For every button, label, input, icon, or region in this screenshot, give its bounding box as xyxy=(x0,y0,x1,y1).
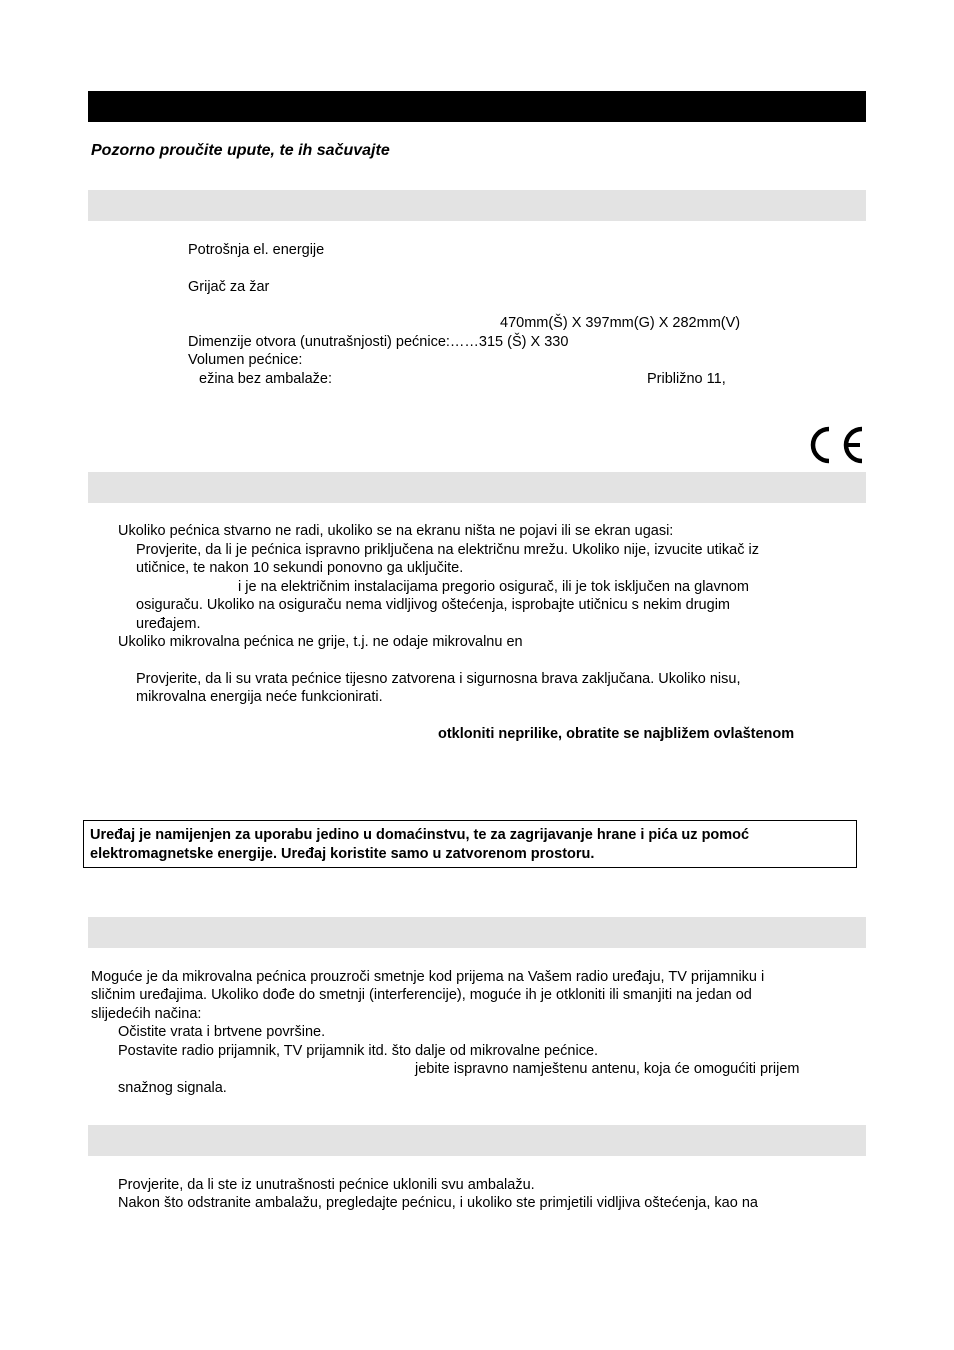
title-bar xyxy=(88,91,866,122)
page-subtitle: Pozorno proučite upute, te ih sačuvajte xyxy=(91,142,390,159)
troubleshoot-line: mikrovalna energija neće funkcionirati. xyxy=(136,689,383,705)
unpacking-line: Provjerite, da li ste iz unutrašnosti pećnice uklonili svu ambalažu. xyxy=(118,1177,535,1193)
section-header-specs xyxy=(88,190,866,221)
ce-mark-icon xyxy=(804,424,866,466)
spec-weight-label: ežina bez ambalaže: xyxy=(199,371,332,387)
interference-line: Očistite vrata i brtvene površine. xyxy=(118,1024,326,1040)
spec-oven-volume: Volumen pećnice: xyxy=(188,352,303,368)
usage-notice-line: Uređaj je namijenjen za uporabu jedino u domaćinstvu, te za zagrijavanje hrane i pića uz pomoć xyxy=(90,827,750,843)
section-header-unpacking xyxy=(88,1125,866,1156)
troubleshoot-line: Ukoliko pećnica stvarno ne radi, ukoliko se na ekranu ništa ne pojavi ili se ekran ugasi: xyxy=(118,523,674,539)
interference-line: slijedećih načina: xyxy=(91,1006,202,1022)
troubleshoot-line: Ukoliko mikrovalna pećnica ne grije, t.j. ne odaje mikrovalnu en xyxy=(118,634,523,650)
interference-line: jebite ispravno namještenu antenu, koja će omogućiti prijem xyxy=(415,1061,800,1077)
usage-notice-line: elektromagnetske energije. Uređaj koristite samo u zatvorenom prostoru. xyxy=(90,846,595,862)
troubleshoot-line: osiguraču. Ukoliko na osiguraču nema vidljivog oštećenja, isprobajte utičnicu s nekim drugim xyxy=(136,597,730,613)
troubleshoot-service-note: otkloniti neprilike, obratite se najbližem ovlaštenom xyxy=(438,726,795,742)
spec-power-consumption: Potrošnja el. energije xyxy=(188,242,325,258)
spec-weight-value: Približno 11, xyxy=(647,371,726,387)
interference-line: Postavite radio prijamnik, TV prijamnik itd. što dalje od mikrovalne pećnice. xyxy=(118,1043,599,1059)
spec-grill-heater: Grijač za žar xyxy=(188,279,270,295)
troubleshoot-line: Provjerite, da li je pećnica ispravno priključena na električnu mrežu. Ukoliko nije, izvucite utikač iz xyxy=(136,542,759,558)
section-header-troubleshooting xyxy=(88,472,866,503)
troubleshoot-line: uređajem. xyxy=(136,616,201,632)
spec-cavity-dimensions: Dimenzije otvora (unutrašnjosti) pećnice:……315 (Š) X 330 xyxy=(188,334,569,350)
troubleshoot-line: i je na električnim instalacijama pregorio osigurač, ili je tok isključen na glavnom xyxy=(238,579,749,595)
section-header-interference xyxy=(88,917,866,948)
troubleshoot-line: utičnice, te nakon 10 sekundi ponovno ga uključite. xyxy=(136,560,464,576)
interference-line: sličnim uređajima. Ukoliko dođe do smetnji (interferencije), moguće ih je otkloniti ili smanjiti na jedan od xyxy=(91,987,752,1003)
interference-line: snažnog signala. xyxy=(118,1080,227,1096)
interference-line: Moguće je da mikrovalna pećnica prouzroči smetnje kod prijema na Vašem radio uređaju, TV prijamniku i xyxy=(91,969,765,985)
troubleshoot-line: Provjerite, da li su vrata pećnice tijesno zatvorena i sigurnosna brava zaključana. Ukoliko nisu, xyxy=(136,671,741,687)
spec-outer-dimensions: 470mm(Š) X 397mm(G) X 282mm(V) xyxy=(500,315,741,331)
usage-notice-box xyxy=(83,820,857,868)
unpacking-line: Nakon što odstranite ambalažu, pregledajte pećnicu, i ukoliko ste primjetili vidljiva oštećenja, kao na xyxy=(118,1195,758,1211)
